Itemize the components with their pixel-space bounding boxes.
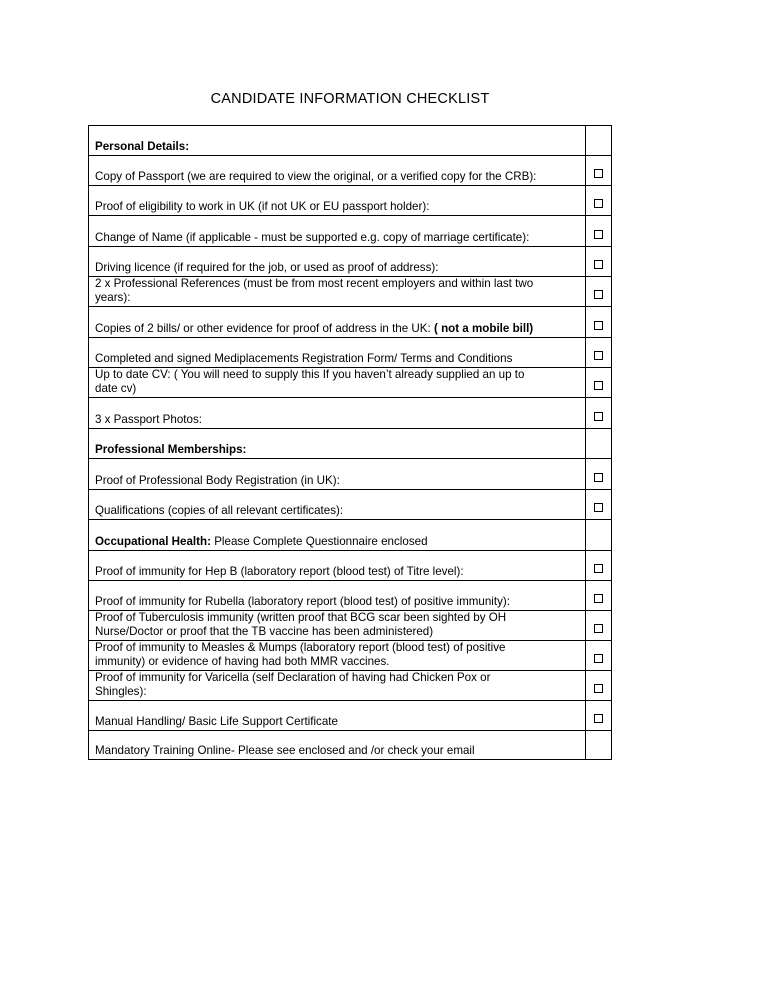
check-cell[interactable] [586, 701, 612, 731]
item-text-line: Mandatory Training Online- Please see enclosed and /or check your email [95, 744, 475, 757]
checklist-item-label [89, 398, 586, 429]
item-text-line: immunity) or evidence of having had both MMR vaccines. [95, 655, 390, 668]
checklist-row [89, 398, 612, 429]
check-cell[interactable] [586, 490, 612, 520]
check-cell[interactable] [586, 186, 612, 216]
item-text-line: date cv) [95, 382, 137, 395]
checkbox[interactable] [594, 412, 603, 421]
checklist-row [89, 581, 612, 611]
check-cell[interactable] [586, 216, 612, 247]
item-text-line: Change of Name (if applicable - must be supported e.g. copy of marriage certificate): [95, 231, 530, 244]
checklist-row [89, 247, 612, 277]
checklist-item-label [89, 126, 586, 156]
check-cell [586, 429, 612, 459]
item-text-line: Copy of Passport (we are required to view the original, or a verified copy for the CRB): [95, 170, 537, 183]
check-cell[interactable] [586, 277, 612, 307]
checklist-item-label [89, 216, 586, 247]
checklist-row [89, 641, 612, 671]
checklist-item-label [89, 459, 586, 490]
checklist-item-label [89, 156, 586, 186]
checklist-row [89, 216, 612, 247]
check-cell [586, 520, 612, 551]
checklist-row [89, 701, 612, 731]
check-cell[interactable] [586, 338, 612, 368]
checklist-item-label [89, 520, 586, 551]
check-cell[interactable] [586, 611, 612, 641]
checkbox[interactable] [594, 473, 603, 482]
check-cell[interactable] [586, 368, 612, 398]
check-cell[interactable] [586, 156, 612, 186]
item-text-line: years): [95, 291, 131, 304]
checklist-item-label [89, 338, 586, 368]
checklist-item-label [89, 186, 586, 216]
checkbox[interactable] [594, 714, 603, 723]
checklist-row [89, 186, 612, 216]
checklist-row [89, 338, 612, 368]
item-text-line: Proof of immunity for Hep B (laboratory report (blood test) of Titre level): [95, 565, 464, 578]
item-text: Please Complete Questionnaire enclosed [210, 535, 428, 548]
checklist-row [89, 611, 612, 641]
checkbox[interactable] [594, 351, 603, 360]
section-heading: Personal Details: [95, 140, 190, 153]
checklist-item-label [89, 551, 586, 581]
checklist-item-label [89, 581, 586, 611]
check-cell[interactable] [586, 671, 612, 701]
item-text-line: 3 x Passport Photos: [95, 413, 202, 426]
checklist-row [89, 731, 612, 760]
item-text-line: Nurse/Doctor or proof that the TB vaccine has been administered) [95, 625, 434, 638]
checkbox[interactable] [594, 594, 603, 603]
checklist-row [89, 459, 612, 490]
checkbox[interactable] [594, 564, 603, 573]
checkbox[interactable] [594, 260, 603, 269]
check-cell[interactable] [586, 459, 612, 490]
check-cell[interactable] [586, 551, 612, 581]
item-text-line: Completed and signed Mediplacements Registration Form/ Terms and Conditions [95, 352, 513, 365]
check-cell[interactable] [586, 247, 612, 277]
check-cell[interactable] [586, 641, 612, 671]
section-header-row [89, 126, 612, 156]
item-text-line: Up to date CV: ( You will need to supply this If you haven’t already supplied an up to [95, 368, 525, 381]
check-cell [586, 126, 612, 156]
checklist-row [89, 368, 612, 398]
checkbox[interactable] [594, 230, 603, 239]
item-text-line: Proof of Professional Body Registration (in UK): [95, 474, 340, 487]
checklist-item-label [89, 277, 586, 307]
item-text-line: Driving licence (if required for the job, or used as proof of address): [95, 261, 439, 274]
checkbox[interactable] [594, 654, 603, 663]
checklist-item-label [89, 247, 586, 277]
item-text-line: Manual Handling/ Basic Life Support Certificate [95, 715, 338, 728]
item-text-line: Proof of immunity for Varicella (self Declaration of having had Chicken Pox or [95, 671, 491, 684]
checklist-row [89, 156, 612, 186]
checklist-table [88, 125, 612, 760]
item-text-line: Proof of immunity for Rubella (laboratory report (blood test) of positive immunity): [95, 595, 510, 608]
item-text-line: 2 x Professional References (must be from most recent employers and within last two [95, 277, 534, 290]
checklist-item-label [89, 611, 586, 641]
checklist-item-label [89, 671, 586, 701]
checklist-item-label [89, 307, 586, 338]
item-text-line: Qualifications (copies of all relevant certificates): [95, 504, 344, 517]
checklist-row [89, 307, 612, 338]
item-text: Copies of 2 bills/ or other evidence for proof of address in the UK: [95, 322, 434, 335]
section-heading: Professional Memberships: [95, 443, 247, 456]
checklist-row [89, 490, 612, 520]
item-text-line: Shingles): [95, 685, 147, 698]
checkbox[interactable] [594, 199, 603, 208]
checkbox[interactable] [594, 684, 603, 693]
check-cell[interactable] [586, 398, 612, 429]
checklist-row [89, 671, 612, 701]
item-text-line: Proof of eligibility to work in UK (if not UK or EU passport holder): [95, 200, 430, 213]
checkbox[interactable] [594, 381, 603, 390]
checklist-item-label [89, 368, 586, 398]
checkbox[interactable] [594, 503, 603, 512]
section-heading: Occupational Health: [95, 535, 211, 548]
section-header-row [89, 520, 612, 551]
checkbox[interactable] [594, 321, 603, 330]
checklist-item-label [89, 731, 586, 760]
checklist-item-label [89, 429, 586, 459]
checklist-item-label [89, 641, 586, 671]
page-title: CANDIDATE INFORMATION CHECKLIST [210, 91, 490, 107]
checklist-row [89, 551, 612, 581]
checkbox[interactable] [594, 290, 603, 299]
checklist-item-label [89, 490, 586, 520]
checklist-item-label [89, 701, 586, 731]
check-cell[interactable] [586, 307, 612, 338]
item-text-line: Proof of immunity to Measles & Mumps (laboratory report (blood test) of positive [95, 641, 506, 654]
checkbox[interactable] [594, 624, 603, 633]
item-text-line: Proof of Tuberculosis immunity (written proof that BCG scar been sighted by OH [95, 611, 507, 624]
checkbox[interactable] [594, 169, 603, 178]
checklist-row [89, 277, 612, 307]
section-header-row [89, 429, 612, 459]
checklist-body [89, 126, 612, 760]
check-cell[interactable] [586, 581, 612, 611]
emphasis-text: ( not a mobile bill) [433, 322, 534, 335]
check-cell [586, 731, 612, 760]
